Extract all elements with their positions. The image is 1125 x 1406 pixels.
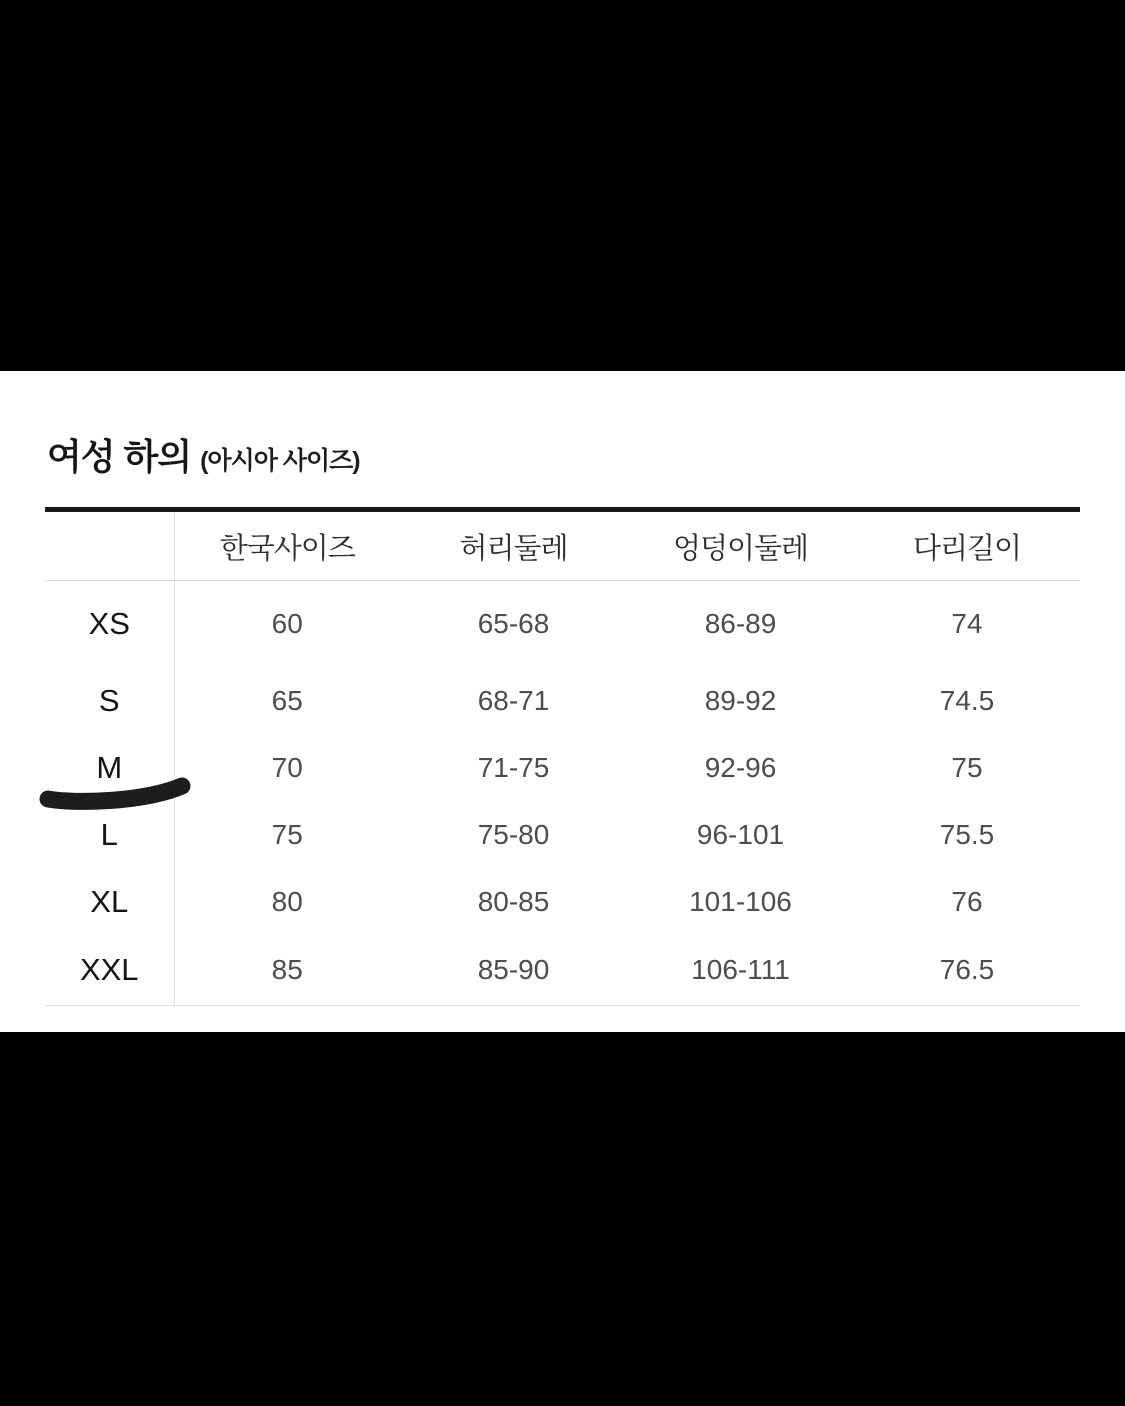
leg-length-cell: 76.5 <box>854 935 1080 1006</box>
size-label-cell: L <box>45 801 174 868</box>
letterbox-top <box>0 0 1125 371</box>
size-label-cell: XXL <box>45 935 174 1006</box>
size-label-cell: XL <box>45 868 174 935</box>
size-table-header <box>45 510 1080 581</box>
korean-size-cell: 75 <box>271 818 303 850</box>
korean-size-cell: 85 <box>174 935 400 1006</box>
size-label-cell: S <box>45 667 174 734</box>
korean-size-cell: 70 <box>271 751 303 783</box>
table-row <box>45 734 1080 801</box>
hip-cell: 106-111 <box>627 935 854 1006</box>
waist-cell: 85-90 <box>400 935 627 1006</box>
hip-cell: 89-92 <box>704 684 777 716</box>
table-row <box>45 667 1080 734</box>
page-title-row <box>47 429 360 480</box>
waist-cell: 65-68 <box>477 608 550 639</box>
header-hip: 엉덩이둘레 <box>627 510 854 581</box>
table-row <box>45 935 1080 1006</box>
size-label-cell: XS <box>45 581 174 668</box>
page-subtitle: (아시아 사이즈) <box>200 447 360 475</box>
hip-cell: 101-106 <box>689 885 792 917</box>
letterbox-bottom <box>0 1032 1125 1406</box>
hip-cell: 92-96 <box>704 751 777 783</box>
page-title: 여성 하의 <box>47 436 192 477</box>
size-label-cell: M <box>45 734 174 801</box>
hip-cell: 86-89 <box>704 608 777 639</box>
hip-cell: 96-101 <box>696 818 785 850</box>
korean-size-cell: 60 <box>271 608 303 639</box>
korean-size-cell: 65 <box>271 684 303 716</box>
korean-size-cell: 80 <box>271 885 303 917</box>
header-waist: 허리둘레 <box>400 510 627 581</box>
leg-length-cell: 75 <box>951 751 983 783</box>
waist-cell: 68-71 <box>477 684 550 716</box>
waist-cell: 75-80 <box>477 818 550 850</box>
size-table-body <box>45 581 1080 1006</box>
leg-length-cell: 74 <box>951 608 983 639</box>
header-korean-size: 한국사이즈 <box>174 510 400 581</box>
header-leg-length: 다리길이 <box>854 510 1080 581</box>
leg-length-cell: 75.5 <box>939 818 995 850</box>
leg-length-cell: 74.5 <box>939 684 995 716</box>
size-chart-panel <box>0 371 1125 1032</box>
leg-length-cell: 76 <box>951 885 983 917</box>
size-table <box>45 507 1080 1006</box>
waist-cell: 80-85 <box>477 885 550 917</box>
table-row <box>45 581 1080 668</box>
waist-cell: 71-75 <box>477 751 550 783</box>
header-size <box>45 510 174 581</box>
header-row <box>45 510 1080 581</box>
table-row <box>45 801 1080 868</box>
table-row <box>45 868 1080 935</box>
